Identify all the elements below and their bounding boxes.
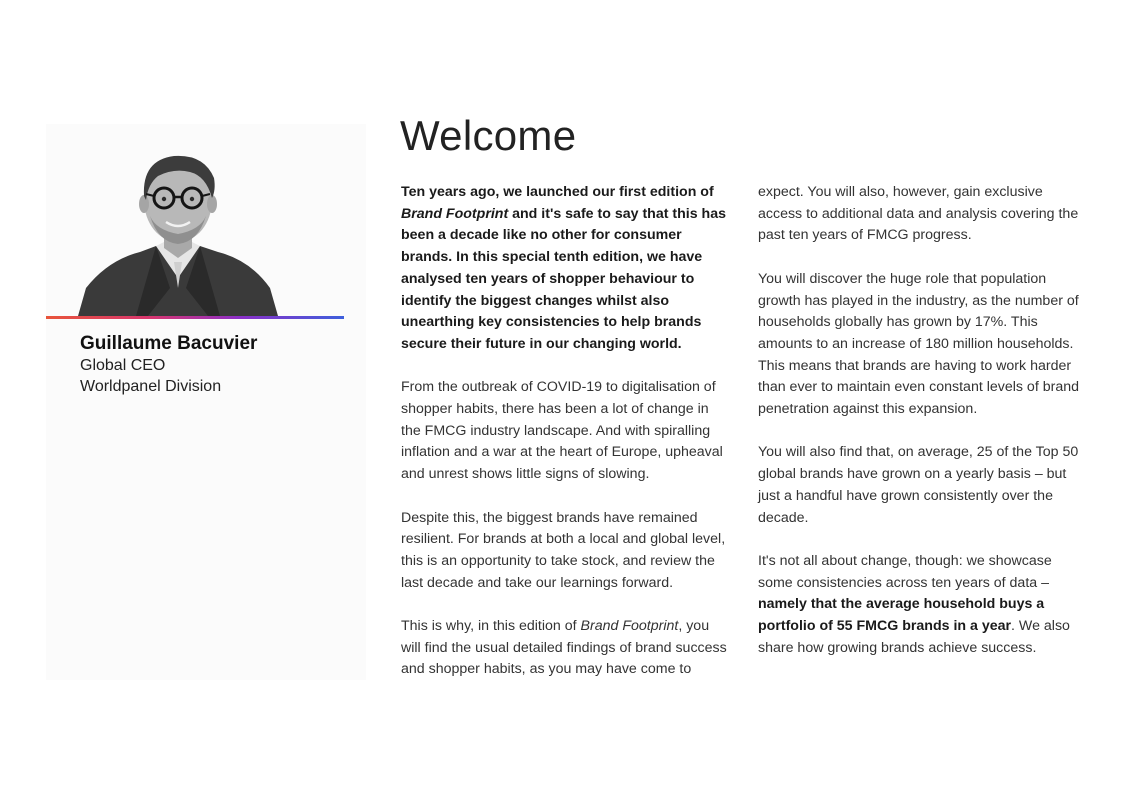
consistency-text-a: It's not all about change, though: we showcase some consistencies across ten years of data – [758, 552, 1052, 591]
edition-text-b: , you will find the usual detailed findings of brand success and shopper habits, as you may have come to [401, 618, 727, 678]
text-column-left [401, 182, 731, 681]
ceo-identity [80, 333, 350, 397]
paragraph-top50: You will also find that, on average, 25 of the Top 50 global brands have grown on a yearly basis – but just a handful have grown consistently over the decade. [758, 444, 1079, 526]
ceo-name: Guillaume Bacuvier [80, 333, 258, 354]
intro-text-a: Ten years ago, we launched our first edition of [401, 184, 714, 200]
consistency-text-b: . We also share how growing brands achieve success. [758, 618, 1070, 656]
consistency-highlight: namely that the average household buys a portfolio of 55 FMCG brands in a year [758, 596, 1045, 635]
text-column-right [758, 182, 1088, 659]
paragraph-consistency [758, 551, 1088, 660]
paragraph-edition [401, 616, 731, 681]
page-title: Welcome [400, 112, 577, 159]
publication-title: Brand Footprint [401, 205, 509, 222]
paragraph-resilience: Despite this, the biggest brands have remained resilient. For brands at both a local and global level, this is an opportunity to take stock, and review the last decade and take our learnings forward. [401, 509, 726, 591]
ceo-division: Worldpanel Division [80, 378, 222, 395]
ceo-role: Global CEO [80, 357, 166, 374]
paragraph-population: You will discover the huge role that population growth has played in the industry, as the number of households globally has grown by 17%. This amounts to an increase of 180 million households. This means that brands are having to work harder than ever to maintain even constant levels of brand penetration against this expansion. [758, 270, 1079, 418]
ceo-portrait [78, 138, 278, 316]
publication-title-2: Brand Footprint [580, 618, 679, 635]
intro-text-b: and it's safe to say that this has been a decade like no other for consumer brands. In this special tenth edition, we have analysed ten years of shopper behaviour to identify the biggest changes whilst also unearthing key consistencies to help brands secure their future in our changing world. [401, 205, 727, 352]
accent-gradient-divider [46, 316, 344, 319]
paragraph-edition-continued: expect. You will also, however, gain exclusive access to additional data and analysis covering the past ten years of FMCG progress. [758, 184, 1079, 244]
intro-paragraph [401, 182, 731, 356]
edition-text-a: This is why, in this edition of [401, 618, 581, 635]
paragraph-covid: From the outbreak of COVID-19 to digitalisation of shopper habits, there has been a lot of change in the FMCG industry landscape. And with spiralling inflation and a war at the heart of Europe, upheaval and unrest shows little signs of slowing. [401, 379, 723, 483]
